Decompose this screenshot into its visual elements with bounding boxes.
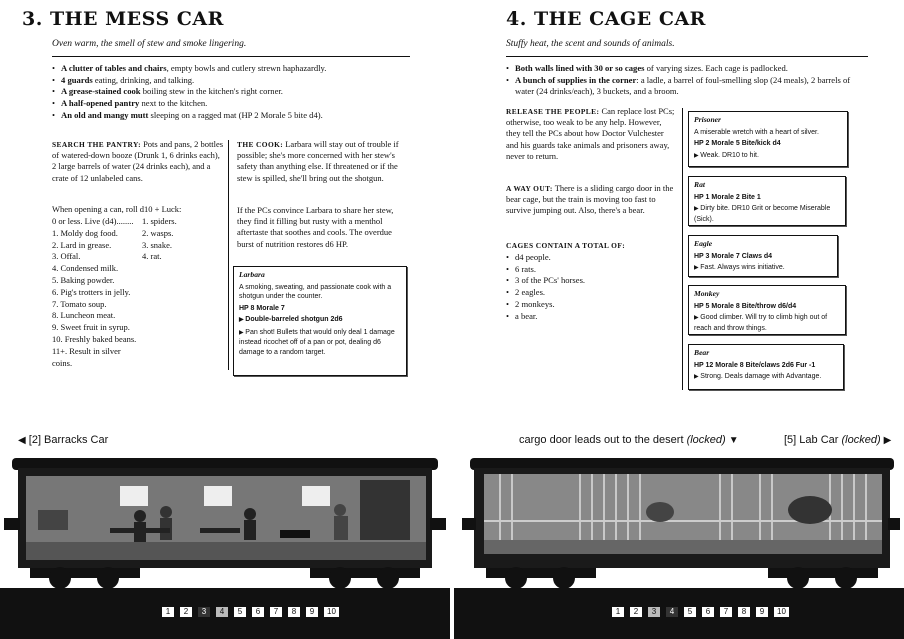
- title-rule: [506, 56, 868, 57]
- car-pager-item[interactable]: 10: [323, 606, 340, 618]
- statblock-name: Bear: [694, 348, 710, 357]
- statblock-name: Larbara: [239, 270, 265, 279]
- list-item: • 2 monkeys.: [506, 299, 666, 311]
- car-pager-item[interactable]: 8: [287, 606, 301, 618]
- statblock-ability: ▶ Pan shot! Bullets that would only deal 1 damage instead ricochet off of a pan or pot, dealing d6 damage to a random target.: [239, 328, 401, 358]
- column-divider: [228, 140, 229, 370]
- car-pager-item[interactable]: 6: [701, 606, 715, 618]
- statblock-ability: ▶ Good climber. Will try to climb high out of reach and throw things.: [694, 313, 840, 333]
- column-divider: [682, 108, 683, 390]
- car-pager-right: [494, 605, 794, 619]
- bullet-item: • An old and mangy mutt sleeping on a ragged mat (HP 2 Morale 5 bite d4).: [52, 110, 412, 122]
- bullet-item: • A grease-stained cook boiling stew in the kitchen's right corner.: [52, 86, 412, 98]
- statblock-stats: HP 8 Morale 7: [239, 304, 285, 312]
- page-gutter: [450, 598, 454, 639]
- mess-car-illustration: [4, 458, 446, 589]
- monkey-statblock: [688, 285, 846, 335]
- arrow-right-icon: ▶: [883, 435, 892, 446]
- statblock-stats: HP 2 Morale 5 Bite/kick d4: [694, 140, 781, 147]
- statblock-attack: ▶ Double-barreled shotgun 2d6: [239, 315, 401, 326]
- cook-stew-text: If the PCs convince Larbara to share her stew, they find it filling but rusty with a menthol aftertaste that soothes and cools. The overdue burst of nutrition restores d6 HP.: [237, 205, 394, 249]
- train-illustration: [0, 450, 904, 600]
- way-out-text: A WAY OUT: There is a sliding cargo door in the bear cage, but the train is moving too fast to survive jumping out. Also, there's a bear.: [506, 183, 674, 216]
- can-roll-table: [52, 216, 224, 369]
- list-item: • d4 people.: [506, 252, 666, 264]
- car-pager-item[interactable]: 9: [755, 606, 769, 618]
- table-row: 2. Lard in grease. 3. snake.: [52, 239, 172, 250]
- bullet-item: • 4 guards eating, drinking, and talking.: [52, 75, 412, 87]
- list-item: • 6 rats.: [506, 264, 666, 276]
- car-pager-item[interactable]: 4: [215, 606, 229, 618]
- car-pager-item[interactable]: 3: [647, 606, 661, 618]
- car-pager-item[interactable]: 9: [305, 606, 319, 618]
- title-rule: [52, 56, 410, 57]
- car-pager-item[interactable]: 7: [269, 606, 283, 618]
- table-row: 6. Pig's trotters in jelly.: [52, 286, 131, 297]
- nav-next-lab-car[interactable]: [5] Lab Car (locked) ▶: [784, 434, 892, 446]
- can-roll-intro: When opening a can, roll d10 + Luck:: [52, 204, 182, 214]
- car-pager-item[interactable]: 1: [611, 606, 625, 618]
- cage-car-subtitle: Stuffy heat, the scent and sounds of animals.: [506, 39, 675, 49]
- car-pager-item-current[interactable]: 4: [665, 606, 679, 618]
- table-row: 3. Offal. 4. rat.: [52, 251, 162, 262]
- statblock-stats: HP 1 Morale 2 Bite 1: [694, 193, 761, 201]
- bullet-item: • Both walls lined with 30 or so cages of varying sizes. Each cage is padlocked.: [506, 63, 868, 75]
- list-item: • 3 of the PCs' horses.: [506, 275, 666, 287]
- cages-heading: CAGES CONTAIN A TOTAL OF:: [506, 241, 626, 250]
- release-people-text: RELEASE THE PEOPLE: Can replace lost PCs; otherwise, too weak to be any help. However, they tell the PCs about how Doctor Vulchester and his guards take animals and prisoners away, never to return.: [506, 106, 675, 161]
- table-row: 10. Freshly baked beans.: [52, 333, 137, 344]
- statblock-ability: ▶ Fast. Always wins initiative.: [694, 263, 832, 274]
- car-pager-item[interactable]: 7: [719, 606, 733, 618]
- statblock-name: Prisoner: [694, 115, 722, 124]
- larbara-statblock: [233, 266, 407, 376]
- prisoner-statblock: [688, 111, 848, 167]
- cook-text: THE COOK: Larbara will stay out of trouble if possible; she's more concerned with her stew's safety than anything else. If threatened or if the stew is spilled, she'll bring out the shotgun.: [237, 139, 399, 183]
- list-item: • a bear.: [506, 311, 666, 323]
- car-pager-item[interactable]: 10: [773, 606, 790, 618]
- statblock-ability: ▶ Dirty bite. DR10 Grit or become Miserable (Sick).: [694, 204, 840, 224]
- cage-car-title: 4. THE CAGE CAR: [506, 8, 706, 30]
- car-pager-item[interactable]: 8: [737, 606, 751, 618]
- car-pager-item[interactable]: 2: [179, 606, 193, 618]
- mess-car-subtitle: Oven warm, the smell of stew and smoke lingering.: [52, 39, 247, 49]
- cage-car-bullets: [506, 63, 868, 98]
- table-row: 5. Baking powder.: [52, 274, 115, 285]
- cage-car-illustration: [462, 458, 900, 589]
- car-pager-item[interactable]: 5: [683, 606, 697, 618]
- list-item: • 2 eagles.: [506, 287, 666, 299]
- nav-cargo-door[interactable]: cargo door leads out to the desert (locked) ▼: [519, 434, 739, 446]
- car-pager-left: [44, 605, 344, 619]
- statblock-stats: HP 12 Morale 8 Bite/claws 2d6 Fur -1: [694, 361, 816, 369]
- eagle-statblock: [688, 235, 838, 277]
- statblock-name: Monkey: [694, 289, 720, 298]
- statblock-name: Rat: [694, 180, 705, 189]
- statblock-desc: A smoking, sweating, and passionate cook with a shotgun under the counter.: [239, 283, 392, 300]
- table-row: 4. Condensed milk.: [52, 263, 119, 274]
- car-pager-item[interactable]: 1: [161, 606, 175, 618]
- mess-car-title: 3. THE MESS CAR: [22, 8, 224, 30]
- statblock-desc: A miserable wretch with a heart of silver.: [694, 128, 819, 136]
- statblock-ability: ▶ Strong. Deals damage with Advantage.: [694, 372, 838, 383]
- statblock-stats: HP 5 Morale 8 Bite/throw d6/d4: [694, 302, 797, 310]
- statblock-stats: HP 3 Morale 7 Claws d4: [694, 252, 773, 260]
- table-row: 9. Sweet fruit in syrup.: [52, 322, 130, 333]
- arrow-left-icon: ◀: [18, 435, 26, 446]
- car-pager-item[interactable]: 2: [629, 606, 643, 618]
- arrow-down-icon: ▼: [728, 435, 739, 446]
- car-pager-item[interactable]: 6: [251, 606, 265, 618]
- bear-statblock: [688, 344, 844, 390]
- cage-contents-list: [506, 252, 666, 322]
- nav-prev-barracks-car[interactable]: ◀ [2] Barracks Car: [18, 434, 109, 446]
- car-pager-item[interactable]: 5: [233, 606, 247, 618]
- statblock-name: Eagle: [694, 239, 713, 248]
- table-row: 0 or less. Live (d4)........ 1. spiders.: [52, 216, 177, 226]
- statblock-ability: ▶ Weak. DR10 to hit.: [694, 151, 842, 162]
- bullet-item: • A clutter of tables and chairs, empty bowls and cutlery strewn haphazardly.: [52, 63, 412, 75]
- bullet-item: • A bunch of supplies in the corner: a ladle, a barrel of foul-smelling slop (24 meals), 2 barrels of water (24 drinks/each), 3 buckets, and a broom.: [506, 75, 868, 98]
- bullet-item: • A half-opened pantry next to the kitchen.: [52, 98, 412, 110]
- car-pager-item-current[interactable]: 3: [197, 606, 211, 618]
- search-pantry-text: SEARCH THE PANTRY: Pots and pans, 2 bottles of watered-down booze (Drunk 1, 6 drinks each), 2 large barrels of water (24 drinks each), and a crate of 12 unlabeled cans.: [52, 139, 224, 183]
- table-row: 8. Luncheon meat.: [52, 310, 116, 321]
- table-row: 11+. Result in silver coins.: [52, 345, 121, 368]
- table-row: 7. Tomato soup.: [52, 298, 107, 309]
- rat-statblock: [688, 176, 846, 226]
- mess-car-bullets: [52, 63, 412, 122]
- table-row: 1. Moldy dog food. 2. wasps.: [52, 227, 174, 238]
